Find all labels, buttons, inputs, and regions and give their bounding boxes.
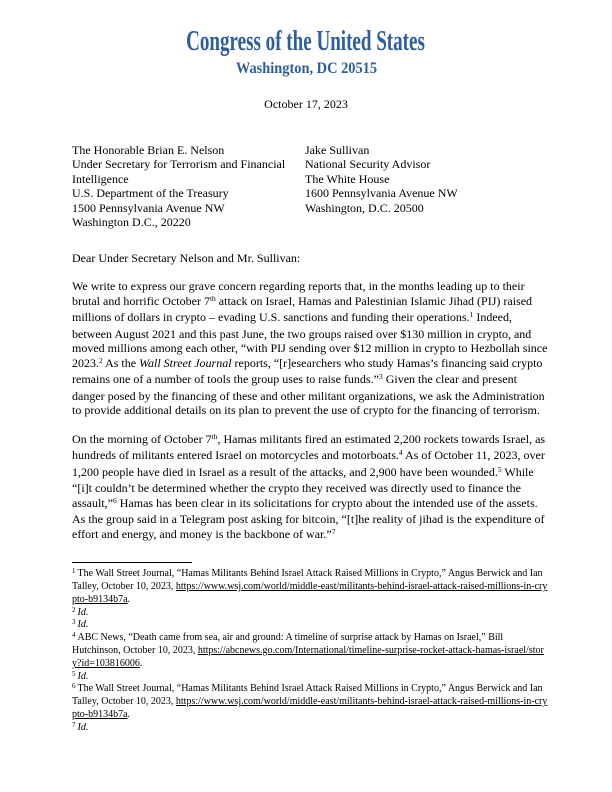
body-paragraph-2 xyxy=(72,432,548,544)
letterhead-title: Congress of the United States xyxy=(186,26,426,57)
text-segment: Indeed, between August 2021 and this past June, the two groups raised over $130 million in crypto, and moved millions among each other, “with PIJ sending over $12 million in crypto to Hezbollah since 2023. xyxy=(72,310,548,370)
salutation: Dear Under Secretary Nelson and Mr. Sullivan: xyxy=(72,250,301,265)
recipient-line: The Honorable Brian E. Nelson xyxy=(72,142,225,157)
recipient-line: 1500 Pennsylvania Avenue NW xyxy=(72,200,225,215)
text-segment: On the morning of October 7 xyxy=(72,431,212,446)
body-paragraph-1 xyxy=(72,279,548,418)
text-segment: Hamas has been clear in its solicitations for crypto about the intended use of the assets. As the group said in a Telegram post asking for bitcoin, “[t]he reality of jihad is the expenditure of effort and energy, and money is the backbone of war.” xyxy=(72,495,545,541)
footnote-marker: 2 xyxy=(72,605,76,614)
text-segment: Id. xyxy=(77,721,89,733)
footnote-1 xyxy=(72,568,548,606)
superscript-marker: 7 xyxy=(331,526,336,536)
footnote-url-link[interactable]: https://www.wsj.com/world/middle-east/militants-behind-israel-attack-raised-millions-in-crypto-b9134b7a xyxy=(72,696,548,721)
footnote-area xyxy=(72,562,548,734)
footnote-marker: 7 xyxy=(72,720,76,729)
text-segment: Id. xyxy=(77,619,89,631)
superscript-marker: 4 xyxy=(398,448,403,458)
footnote-marker: 3 xyxy=(72,618,76,627)
text-segment: Id. xyxy=(77,606,89,618)
text-segment: As of October 11, 2023, over 1,200 people have died in Israel as a result of the attacks, and 2,900 have been wounded. xyxy=(72,448,545,479)
footnote-marker: 4 xyxy=(72,631,76,640)
recipient-block-white-house xyxy=(305,143,548,230)
text-segment: Wall Street Journal xyxy=(139,355,232,370)
footnote-7 xyxy=(72,722,548,735)
text-segment: , Hamas militants fired an estimated 2,200 rockets towards Israel, as hundreds of militants entered Israel on motorcycles and motorboats. xyxy=(72,431,546,463)
text-segment: As the xyxy=(102,355,140,370)
text-segment: Id. xyxy=(77,670,89,682)
letterhead xyxy=(0,0,612,78)
text-segment: . xyxy=(127,593,131,605)
footnote-text xyxy=(78,671,89,682)
text-segment: We write to express our grave concern regarding reports that, in the months leading up to their brutal and horrific October 7 xyxy=(72,279,525,308)
footnote-2 xyxy=(72,607,548,620)
recipient-line: Washington D.C., 20220 xyxy=(72,215,191,230)
superscript-marker: 5 xyxy=(497,464,502,474)
recipient-line: 1600 Pennsylvania Avenue NW xyxy=(305,186,458,201)
footnote-6 xyxy=(72,683,548,721)
superscript-marker: 2 xyxy=(99,355,103,365)
recipient-line: Jake Sullivan xyxy=(305,142,370,157)
text-segment: attack on Israel, Hamas and Palestinian Islamic Jihad (PIJ) raised millions of dollars in crypto – evading U.S. sanctions and funding their operations. xyxy=(72,293,533,325)
footnote-url-link[interactable]: https://abcnews.go.com/International/timeline-surprise-rocket-attack-hamas-israel/story?id=103816006 xyxy=(72,645,544,669)
footnote-3 xyxy=(72,619,548,632)
footnote-marker: 1 xyxy=(72,567,76,576)
letterhead-subtitle-row xyxy=(0,60,612,78)
footnote-text xyxy=(78,607,89,618)
text-segment: . xyxy=(127,709,131,721)
recipient-block-treasury xyxy=(72,143,305,230)
footnote-separator xyxy=(72,562,192,563)
recipient-line: Under Secretary for Terrorism and Financial xyxy=(72,157,286,172)
superscript-marker: 6 xyxy=(113,495,117,505)
letter-date: October 17, 2023 xyxy=(264,96,348,111)
footnote-text xyxy=(78,619,89,630)
recipient-addresses xyxy=(72,143,548,230)
text-segment: The Wall Street Journal, “Hamas Militants Behind Israel Attack Raised Millions in Crypto,” Angus Berwick and Ian Talley, October 10, 2023, xyxy=(72,683,543,708)
letterhead-title-row xyxy=(0,27,612,58)
text-segment: . xyxy=(139,657,143,669)
superscript-marker: 1 xyxy=(469,310,474,320)
recipient-line: The White House xyxy=(305,171,390,186)
footnote-url-link[interactable]: https://www.wsj.com/world/middle-east/militants-behind-israel-attack-raised-millions-in-crypto-b9134b7a xyxy=(72,581,548,605)
footnote-text xyxy=(72,683,547,720)
text-segment: The Wall Street Journal, “Hamas Militants Behind Israel Attack Raised Millions in Crypto,” Angus Berwick and Ian Talley, October 10, 2023, xyxy=(72,568,543,593)
footnote-5 xyxy=(72,671,548,684)
recipient-line: Intelligence xyxy=(72,171,129,186)
text-segment: reports, “[r]esearchers who study Hamas’s financing said crypto remains one of a number of tools the group uses to raise funds.” xyxy=(72,355,543,387)
letter-body xyxy=(72,143,548,735)
footnote-text xyxy=(72,632,544,669)
text-segment: While “[i]t couldn’t be determined whether the crypto they received was directly used to finance the assault,” xyxy=(72,464,534,510)
footnote-text xyxy=(72,568,547,605)
footnote-marker: 5 xyxy=(72,669,76,678)
recipient-line: National Security Advisor xyxy=(305,157,431,172)
recipient-line: Washington, D.C. 20500 xyxy=(305,200,424,215)
superscript-marker: th xyxy=(211,431,218,441)
footnote-text xyxy=(78,722,89,733)
superscript-marker: th xyxy=(209,293,216,303)
text-segment: Given the clear and present danger posed by the financing of these and other militant organizations, we ask the Administration to provide additional details on its plan to prevent the use of crypto for the financing of terrorism. xyxy=(72,372,545,418)
text-segment: ABC News, “Death came from sea, air and ground: A timeline of surprise attack by Hamas on Israel,” Bill Hutchinson, October 10, 2023, xyxy=(72,632,504,657)
letterhead-subtitle: Washington, DC 20515 xyxy=(235,59,377,77)
recipient-line: U.S. Department of the Treasury xyxy=(72,186,229,201)
superscript-marker: 3 xyxy=(378,372,383,382)
footnote-4 xyxy=(72,632,548,670)
footnote-marker: 6 xyxy=(72,682,76,691)
